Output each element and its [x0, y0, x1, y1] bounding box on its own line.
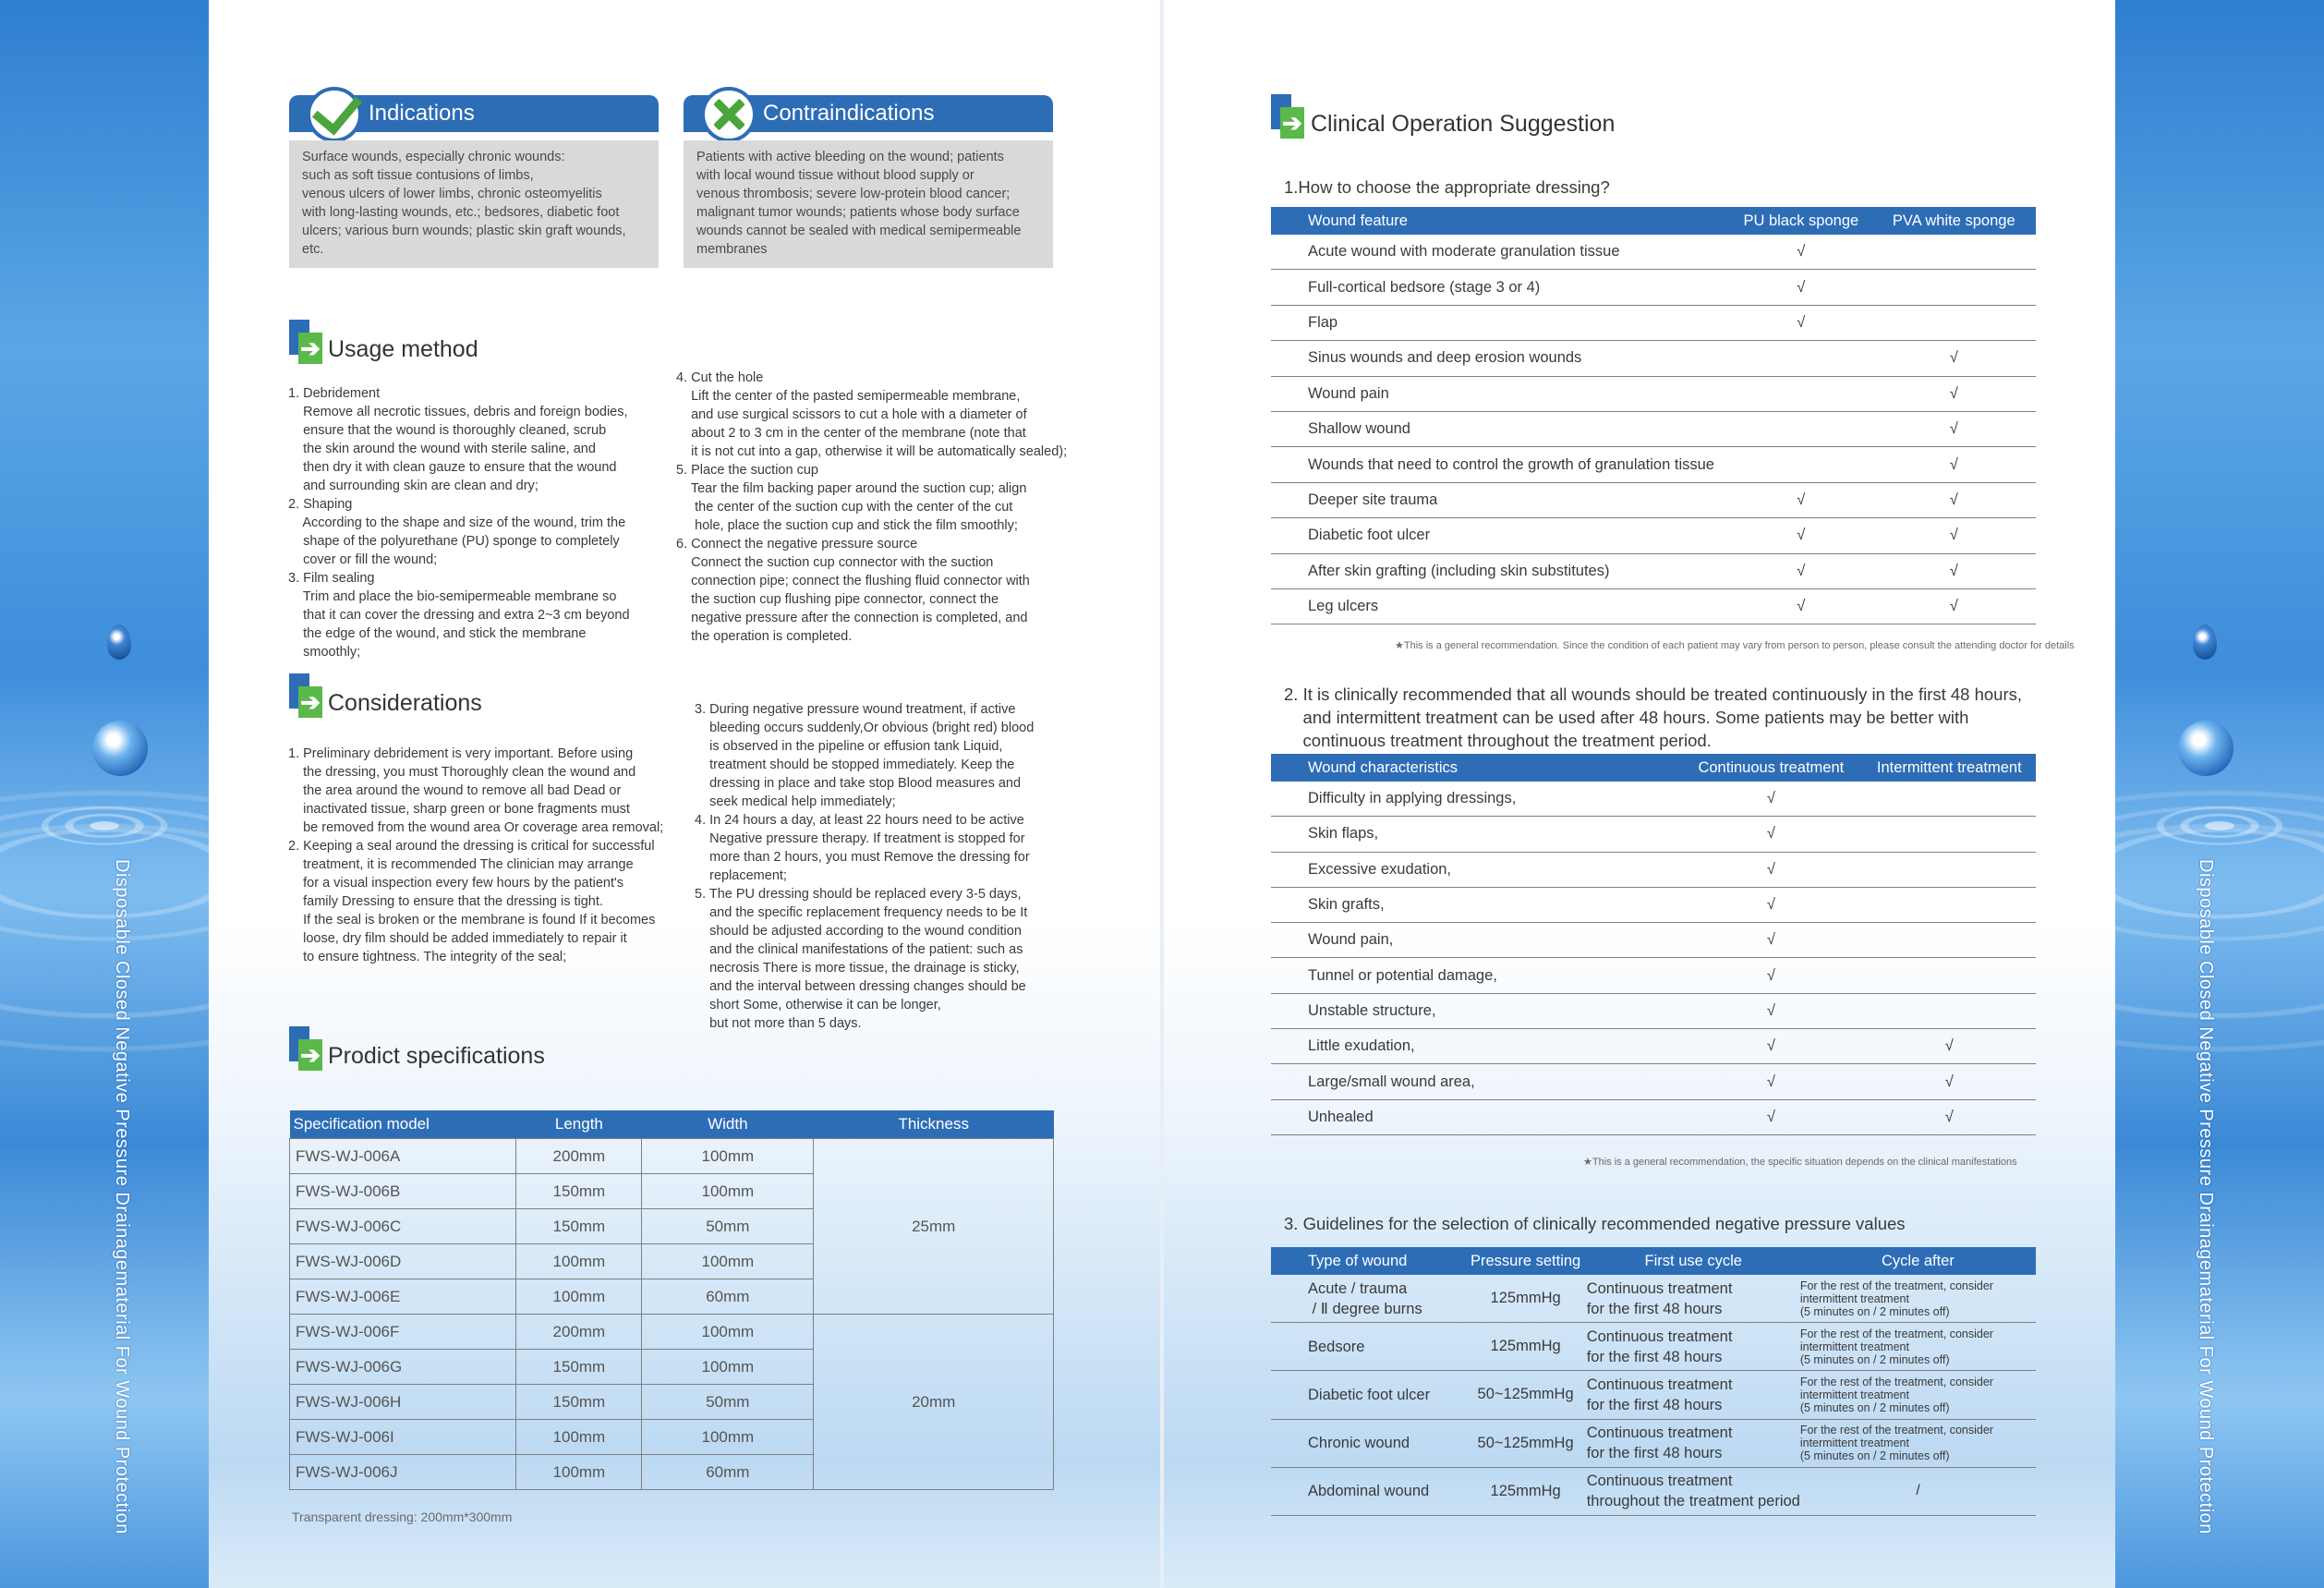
- table-row: [1271, 305, 2036, 340]
- length-cell: 100mm: [516, 1420, 642, 1455]
- indications-body: Surface wounds, especially chronic wounds: such as soft tissue contusions of limbs, venous ulcers of lower limbs, chronic osteomyelitis with long-lasting wounds, etc.; bedsores, diabetic foot ulcers; various burn wounds; plastic skin graft wounds, etc.: [289, 140, 659, 268]
- table-header-row: [1271, 754, 2036, 782]
- left-water-background: [0, 0, 209, 1588]
- column-header: Specification model: [290, 1110, 516, 1139]
- table-row: [1271, 518, 2036, 553]
- question-1: 1.How to choose the appropriate dressing?: [1284, 177, 1610, 197]
- value-cell: √: [1872, 588, 2036, 624]
- feature-cell: Unstable structure,: [1271, 993, 1679, 1028]
- value-cell: 125mmHg: [1465, 1323, 1587, 1371]
- table-row: [290, 1139, 1054, 1174]
- feature-cell: Skin grafts,: [1271, 887, 1679, 922]
- column-header: Thickness: [814, 1110, 1054, 1139]
- length-cell: 150mm: [516, 1209, 642, 1244]
- value-cell: [1863, 817, 2036, 852]
- feature-cell: Difficulty in applying dressings,: [1271, 782, 1679, 817]
- feature-cell: Wounds that need to control the growth of granulation tissue: [1271, 447, 1730, 482]
- table-row: [1271, 1419, 2036, 1467]
- feature-cell: Sinus wounds and deep erosion wounds: [1271, 341, 1730, 376]
- model-cell: FWS-WJ-006C: [290, 1209, 516, 1244]
- cross-icon: [701, 87, 757, 142]
- width-cell: 100mm: [642, 1420, 814, 1455]
- length-cell: 100mm: [516, 1455, 642, 1490]
- value-cell: √: [1872, 411, 2036, 446]
- table-row: [1271, 270, 2036, 305]
- width-cell: 60mm: [642, 1455, 814, 1490]
- table-row: [1271, 817, 2036, 852]
- feature-cell: Excessive exudation,: [1271, 852, 1679, 887]
- feature-cell: Acute wound with moderate granulation tissue: [1271, 235, 1730, 270]
- value-cell: Continuous treatment for the first 48 hours: [1587, 1419, 1800, 1467]
- table-header-row: [1271, 1247, 2036, 1275]
- value-cell: 50~125mmHg: [1465, 1371, 1587, 1419]
- feature-cell: Unhealed: [1271, 1099, 1679, 1134]
- model-cell: FWS-WJ-006B: [290, 1174, 516, 1209]
- column-header: Wound characteristics: [1271, 754, 1679, 782]
- question-3: 3. Guidelines for the selection of clinically recommended negative pressure values: [1284, 1214, 1906, 1233]
- table-row: [1271, 553, 2036, 588]
- value-cell: √: [1872, 341, 2036, 376]
- table-row: [1271, 482, 2036, 517]
- value-cell: √: [1872, 482, 2036, 517]
- dressing-table: [1271, 207, 2036, 624]
- table-row: [1271, 1371, 2036, 1419]
- feature-cell: Skin flaps,: [1271, 817, 1679, 852]
- contraindications-title: Contraindications: [763, 101, 935, 126]
- question-2: 2. It is clinically recommended that all wounds should be treated continuously in the first 48 hours, and intermittent treatment can be used after 48 hours. Some patients may be better with continuous treatment throughout the treatment period.: [1284, 685, 2023, 750]
- table-row: [1271, 958, 2036, 993]
- model-cell: FWS-WJ-006F: [290, 1315, 516, 1350]
- model-cell: FWS-WJ-006J: [290, 1455, 516, 1490]
- value-cell: [1872, 305, 2036, 340]
- value-cell: √: [1730, 553, 1871, 588]
- water-splash-icon: [2178, 721, 2233, 776]
- note-1: ★This is a general recommendation. Since the condition of each patient may vary from person to person, please consult the attending doctor for details: [1395, 640, 2075, 651]
- model-cell: FWS-WJ-006G: [290, 1350, 516, 1385]
- considerations-text-col1: 1. Preliminary debridement is very important. Before using the dressing, you must Thoroughly clean the wound and the area around the wound to remove all bad Dead or inactivated tissue, sharp green or bone fragments must be removed from the wound area Or coverage area removal; 2. Keeping a seal around the dressing is critical for successful treatment, it is recommended The clinician may arrange for a visual inspection every few hours by the patient's family Dressing to ensure that the dressing is tight. If the seal is broken or the membrane is found If it becomes loose, dry film should be added immediately to repair it to ensure tightness. The integrity of the seal;: [288, 746, 664, 964]
- model-cell: FWS-WJ-006H: [290, 1385, 516, 1420]
- column-header: Intermittent treatment: [1863, 754, 2036, 782]
- table-row: [1271, 923, 2036, 958]
- value-cell: √: [1863, 1099, 2036, 1134]
- feature-cell: After skin grafting (including skin substitutes): [1271, 553, 1730, 588]
- thickness-cell: 25mm: [814, 1139, 1054, 1315]
- value-cell: √: [1872, 518, 2036, 553]
- feature-cell: Leg ulcers: [1271, 588, 1730, 624]
- section-arrow-icon: ➔: [289, 320, 322, 364]
- column-header: Cycle after: [1800, 1247, 2036, 1275]
- model-cell: FWS-WJ-006E: [290, 1279, 516, 1315]
- value-cell: √: [1730, 235, 1871, 270]
- width-cell: 100mm: [642, 1174, 814, 1209]
- considerations-text-col2: 3. During negative pressure wound treatment, if active bleeding occurs suddenly,Or obvious (bright red) blood is observed in the pipeline or effusion tank Liquid, treatment should be stopped immediately. Keep the dressing in place and take stop Blood measures and seek medical help immediately; 4. In 24 hours a day, at least 22 hours need to be active Negative pressure therapy. If treatment is stopped for more than 2 hours, you must Remove the dressing for replacement; 5. The PU dressing should be replaced every 3-5 days, and the specific replacement frequency needs to be It should be adjusted according to the wound condition and the clinical manifestations of the patient: such as necrosis There is more tissue, the drainage is sticky, and the interval between dressing changes should be short Some, otherwise it can be longer, but not more than 5 days.: [695, 702, 1035, 1031]
- value-cell: For the rest of the treatment, consider intermittent treatment (5 minutes on / 2 minutes off): [1800, 1323, 2036, 1371]
- width-cell: 100mm: [642, 1315, 814, 1350]
- contraindications-body: Patients with active bleeding on the wound; patients with local wound tissue without blood supply or venous thrombosis; severe low-protein blood cancer; malignant tumor wounds; patients whose body surface wounds cannot be sealed with medical semipermeable membranes: [684, 140, 1053, 268]
- value-cell: √: [1679, 817, 1862, 852]
- value-cell: Continuous treatment for the first 48 hours: [1587, 1371, 1800, 1419]
- feature-cell: Flap: [1271, 305, 1730, 340]
- value-cell: /: [1800, 1467, 2036, 1515]
- column-header: PU black sponge: [1730, 207, 1871, 235]
- value-cell: [1872, 235, 2036, 270]
- value-cell: √: [1679, 782, 1862, 817]
- width-cell: 100mm: [642, 1139, 814, 1174]
- value-cell: √: [1679, 1064, 1862, 1099]
- table-row: [1271, 1323, 2036, 1371]
- indications-title: Indications: [369, 101, 475, 126]
- clinical-title: Clinical Operation Suggestion: [1311, 111, 1616, 137]
- feature-cell: Chronic wound: [1271, 1419, 1465, 1467]
- value-cell: √: [1679, 1029, 1862, 1064]
- column-header: Continuous treatment: [1679, 754, 1862, 782]
- value-cell: √: [1863, 1029, 2036, 1064]
- note-2: ★This is a general recommendation, the specific situation depends on the clinical manifestations: [1583, 1157, 2017, 1168]
- length-cell: 150mm: [516, 1174, 642, 1209]
- length-cell: 100mm: [516, 1279, 642, 1315]
- check-icon: [307, 87, 362, 142]
- table-row: [1271, 588, 2036, 624]
- table-row: [1271, 1064, 2036, 1099]
- feature-cell: Shallow wound: [1271, 411, 1730, 446]
- specs-title: Prodict specifications: [328, 1043, 545, 1069]
- column-header: PVA white sponge: [1872, 207, 2036, 235]
- value-cell: √: [1730, 270, 1871, 305]
- value-cell: [1863, 958, 2036, 993]
- column-header: Pressure setting: [1465, 1247, 1587, 1275]
- table-row: [1271, 411, 2036, 446]
- length-cell: 150mm: [516, 1385, 642, 1420]
- value-cell: √: [1679, 993, 1862, 1028]
- table-row: [1271, 1275, 2036, 1323]
- feature-cell: Diabetic foot ulcer: [1271, 1371, 1465, 1419]
- section-arrow-icon: ➔: [1271, 94, 1304, 139]
- column-header: Type of wound: [1271, 1247, 1465, 1275]
- feature-cell: Wound pain: [1271, 376, 1730, 411]
- value-cell: For the rest of the treatment, consider intermittent treatment (5 minutes on / 2 minutes off): [1800, 1275, 2036, 1323]
- thickness-cell: 20mm: [814, 1315, 1054, 1490]
- value-cell: [1730, 411, 1871, 446]
- width-cell: 50mm: [642, 1385, 814, 1420]
- value-cell: √: [1730, 305, 1871, 340]
- feature-cell: Large/small wound area,: [1271, 1064, 1679, 1099]
- table-row: [1271, 852, 2036, 887]
- value-cell: [1730, 376, 1871, 411]
- value-cell: 50~125mmHg: [1465, 1419, 1587, 1467]
- value-cell: √: [1679, 958, 1862, 993]
- value-cell: [1863, 923, 2036, 958]
- specs-note: Transparent dressing: 200mm*300mm: [292, 1509, 513, 1524]
- column-header: Wound feature: [1271, 207, 1730, 235]
- value-cell: [1863, 993, 2036, 1028]
- value-cell: √: [1863, 1064, 2036, 1099]
- treatment-table: [1271, 754, 2036, 1135]
- feature-cell: Deeper site trauma: [1271, 482, 1730, 517]
- table-row: [1271, 235, 2036, 270]
- value-cell: √: [1730, 588, 1871, 624]
- table-row: [1271, 341, 2036, 376]
- table-row: [1271, 1029, 2036, 1064]
- length-cell: 200mm: [516, 1315, 642, 1350]
- length-cell: 150mm: [516, 1350, 642, 1385]
- feature-cell: Wound pain,: [1271, 923, 1679, 958]
- water-splash-icon: [92, 721, 148, 776]
- value-cell: [1863, 782, 2036, 817]
- value-cell: √: [1679, 923, 1862, 958]
- water-drop-icon: [2193, 624, 2217, 660]
- value-cell: [1730, 341, 1871, 376]
- length-cell: 100mm: [516, 1244, 642, 1279]
- table-row: [1271, 782, 2036, 817]
- side-title-right: Disposable Closed Negative Pressure Drainagematerial For Wound Protection: [2196, 859, 2216, 1534]
- right-water-background: [2115, 0, 2324, 1588]
- table-header-row: [290, 1110, 1054, 1139]
- model-cell: FWS-WJ-006I: [290, 1420, 516, 1455]
- table-row: [290, 1315, 1054, 1350]
- feature-cell: Diabetic foot ulcer: [1271, 518, 1730, 553]
- value-cell: √: [1679, 852, 1862, 887]
- width-cell: 100mm: [642, 1244, 814, 1279]
- value-cell: Continuous treatment for the first 48 hours: [1587, 1323, 1800, 1371]
- side-title-left: Disposable Closed Negative Pressure Drainagematerial For Wound Protection: [112, 859, 132, 1534]
- value-cell: √: [1872, 553, 2036, 588]
- value-cell: Continuous treatment for the first 48 hours: [1587, 1275, 1800, 1323]
- table-row: [1271, 376, 2036, 411]
- value-cell: [1872, 270, 2036, 305]
- table-row: [1271, 447, 2036, 482]
- considerations-title: Considerations: [328, 690, 482, 716]
- width-cell: 50mm: [642, 1209, 814, 1244]
- value-cell: For the rest of the treatment, consider intermittent treatment (5 minutes on / 2 minutes off): [1800, 1371, 2036, 1419]
- column-header: Length: [516, 1110, 642, 1139]
- value-cell: [1863, 887, 2036, 922]
- value-cell: For the rest of the treatment, consider intermittent treatment (5 minutes on / 2 minutes off): [1800, 1419, 2036, 1467]
- section-arrow-icon: ➔: [289, 1026, 322, 1071]
- feature-cell: Full-cortical bedsore (stage 3 or 4): [1271, 270, 1730, 305]
- feature-cell: Acute / trauma / Ⅱ degree burns: [1271, 1275, 1465, 1323]
- water-drop-icon: [107, 624, 131, 660]
- value-cell: √: [1872, 376, 2036, 411]
- value-cell: √: [1730, 518, 1871, 553]
- feature-cell: Bedsore: [1271, 1323, 1465, 1371]
- model-cell: FWS-WJ-006A: [290, 1139, 516, 1174]
- pressure-table: [1271, 1247, 2036, 1516]
- table-row: [1271, 1099, 2036, 1134]
- value-cell: 125mmHg: [1465, 1467, 1587, 1515]
- value-cell: √: [1730, 482, 1871, 517]
- value-cell: [1863, 852, 2036, 887]
- value-cell: √: [1872, 447, 2036, 482]
- column-header: First use cycle: [1587, 1247, 1800, 1275]
- usage-text-col2: 4. Cut the hole Lift the center of the pasted semipermeable membrane, and use surgical scissors to cut a hole with a diameter of about 2 to 3 cm in the center of the membrane (note that it is not cut into a gap, otherwise it will be automatically sealed); 5. Place the suction cup Tear the film backing paper around the suction cup; align the center of the suction cup with the center of the cut hole, place the suction cup and stick the film smoothly; 6. Connect the negative pressure source Connect the suction cup connector with the suction connection pipe; connect the flushing fluid connector with the suction cup flushing pipe connector, connect the negative pressure after the connection is completed, and the operation is completed.: [676, 370, 1068, 644]
- feature-cell: Tunnel or potential damage,: [1271, 958, 1679, 993]
- value-cell: Continuous treatment throughout the treatment period: [1587, 1467, 1800, 1515]
- specifications-table: [289, 1110, 1054, 1490]
- section-arrow-icon: ➔: [289, 673, 322, 718]
- value-cell: √: [1679, 887, 1862, 922]
- usage-title: Usage method: [328, 336, 478, 362]
- column-header: Width: [642, 1110, 814, 1139]
- length-cell: 200mm: [516, 1139, 642, 1174]
- model-cell: FWS-WJ-006D: [290, 1244, 516, 1279]
- value-cell: √: [1679, 1099, 1862, 1134]
- table-row: [1271, 887, 2036, 922]
- table-row: [1271, 1467, 2036, 1515]
- width-cell: 100mm: [642, 1350, 814, 1385]
- table-row: [1271, 993, 2036, 1028]
- feature-cell: Abdominal wound: [1271, 1467, 1465, 1515]
- feature-cell: Little exudation,: [1271, 1029, 1679, 1064]
- usage-text-col1: 1. Debridement Remove all necrotic tissues, debris and foreign bodies, ensure that the wound is thoroughly cleaned, scrub the skin around the wound with sterile saline, and then dry it with clean gauze to ensure that the wound and surrounding skin are clean and dry; 2. Shaping According to the shape and size of the wound, trim the shape of the polyurethane (PU) sponge to completely cover or fill the wound; 3. Film sealing Trim and place the bio-semipermeable membrane so that it can cover the dressing and extra 2~3 cm beyond the edge of the wound, and stick the membrane smoothly;: [288, 386, 630, 660]
- width-cell: 60mm: [642, 1279, 814, 1315]
- table-header-row: [1271, 207, 2036, 235]
- value-cell: [1730, 447, 1871, 482]
- value-cell: 125mmHg: [1465, 1275, 1587, 1323]
